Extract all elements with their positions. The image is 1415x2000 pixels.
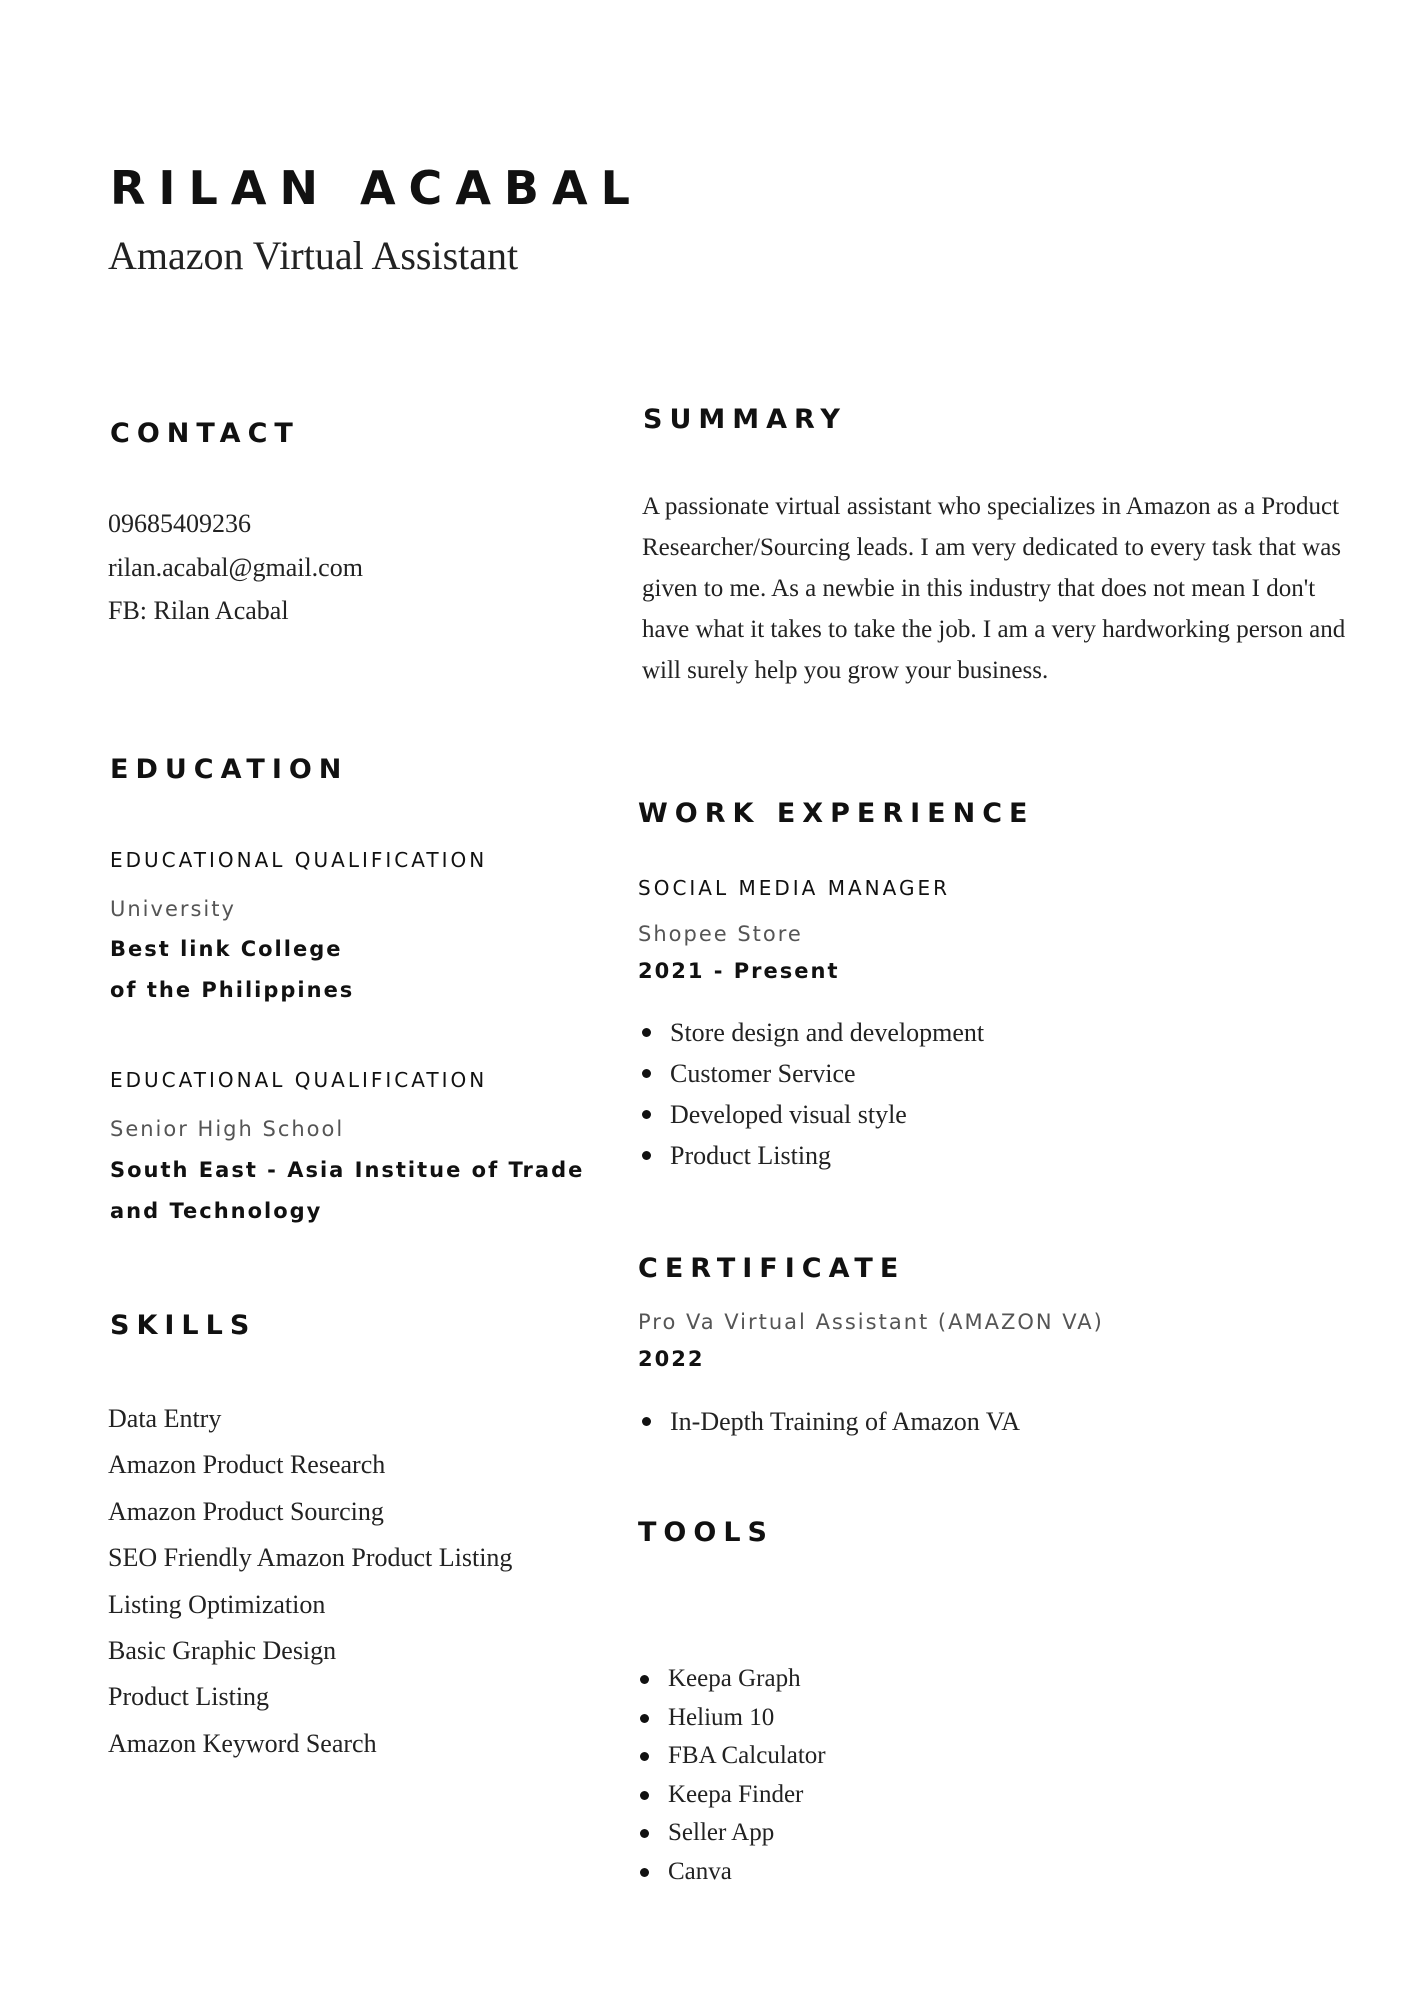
certificate-year: 2022: [638, 1347, 705, 1371]
phone-number: 09685409236: [108, 509, 251, 538]
skill-item: Amazon Product Research: [108, 1450, 386, 1480]
work-duty-item: Customer Service: [640, 1053, 984, 1094]
tools-list: [638, 1660, 826, 1891]
certificate-details-list: [640, 1401, 1020, 1442]
work-duty-item: Store design and development: [640, 1012, 984, 1053]
work-duty-item: Product Listing: [640, 1135, 984, 1176]
skills-heading: SKILLS: [110, 1310, 257, 1341]
facebook-handle: FB: Rilan Acabal: [108, 596, 289, 625]
education-heading: EDUCATION: [110, 754, 349, 785]
work-experience-heading: WORK EXPERIENCE: [638, 798, 1035, 829]
certificate-name: Pro Va Virtual Assistant (AMAZON VA): [638, 1310, 1104, 1334]
tool-item: Seller App: [638, 1814, 826, 1853]
tool-item: Helium 10: [638, 1699, 826, 1738]
summary-heading: SUMMARY: [643, 404, 847, 435]
education-school-1: Best link College of the Philippines: [110, 937, 355, 1002]
job-title: Amazon Virtual Assistant: [108, 233, 519, 278]
certificate-heading: CERTIFICATE: [638, 1253, 906, 1284]
work-period: 2021 - Present: [638, 959, 840, 983]
contact-heading: CONTACT: [110, 418, 300, 449]
education-level-2: Senior High School: [110, 1117, 345, 1141]
tool-item: Keepa Graph: [638, 1660, 826, 1699]
work-role: SOCIAL MEDIA MANAGER: [638, 876, 950, 900]
email-address: rilan.acabal@gmail.com: [108, 552, 363, 582]
work-duty-item: Developed visual style: [640, 1094, 984, 1135]
work-duties-list: [640, 1012, 984, 1176]
contact-details: [108, 502, 363, 633]
summary-text: A passionate virtual assistant who specializes in Amazon as a Product Researcher/Sourcing leads. I am very dedicated to every task that was given to me. As a newbie in this industry that does not mean I don't have what it takes to take the job. I am a very hardworking person and will surely help you grow your business.: [642, 493, 1346, 684]
skill-item: SEO Friendly Amazon Product Listing: [108, 1543, 513, 1573]
skill-item: Listing Optimization: [108, 1589, 326, 1619]
certificate-detail-item: In-Depth Training of Amazon VA: [640, 1401, 1020, 1442]
tools-heading: TOOLS: [638, 1517, 774, 1548]
work-company: Shopee Store: [638, 922, 803, 946]
education-school-2: South East - Asia Institue of Trade and Technology: [110, 1158, 585, 1223]
tool-item: FBA Calculator: [638, 1737, 826, 1776]
education-qualification-2: EDUCATIONAL QUALIFICATION: [110, 1068, 488, 1092]
tool-item: Canva: [638, 1853, 826, 1892]
skills-list: [108, 1396, 512, 1767]
skill-item: Amazon Product Sourcing: [108, 1496, 384, 1526]
tool-item: Keepa Finder: [638, 1776, 826, 1815]
candidate-name: RILAN ACABAL: [110, 161, 643, 215]
skill-item: Product Listing: [108, 1682, 270, 1712]
skill-item: Basic Graphic Design: [108, 1636, 337, 1666]
education-level-1: University: [110, 897, 236, 921]
education-qualification-1: EDUCATIONAL QUALIFICATION: [110, 848, 488, 872]
skill-item: Data Entry: [108, 1404, 222, 1433]
skill-item: Amazon Keyword Search: [108, 1728, 377, 1758]
